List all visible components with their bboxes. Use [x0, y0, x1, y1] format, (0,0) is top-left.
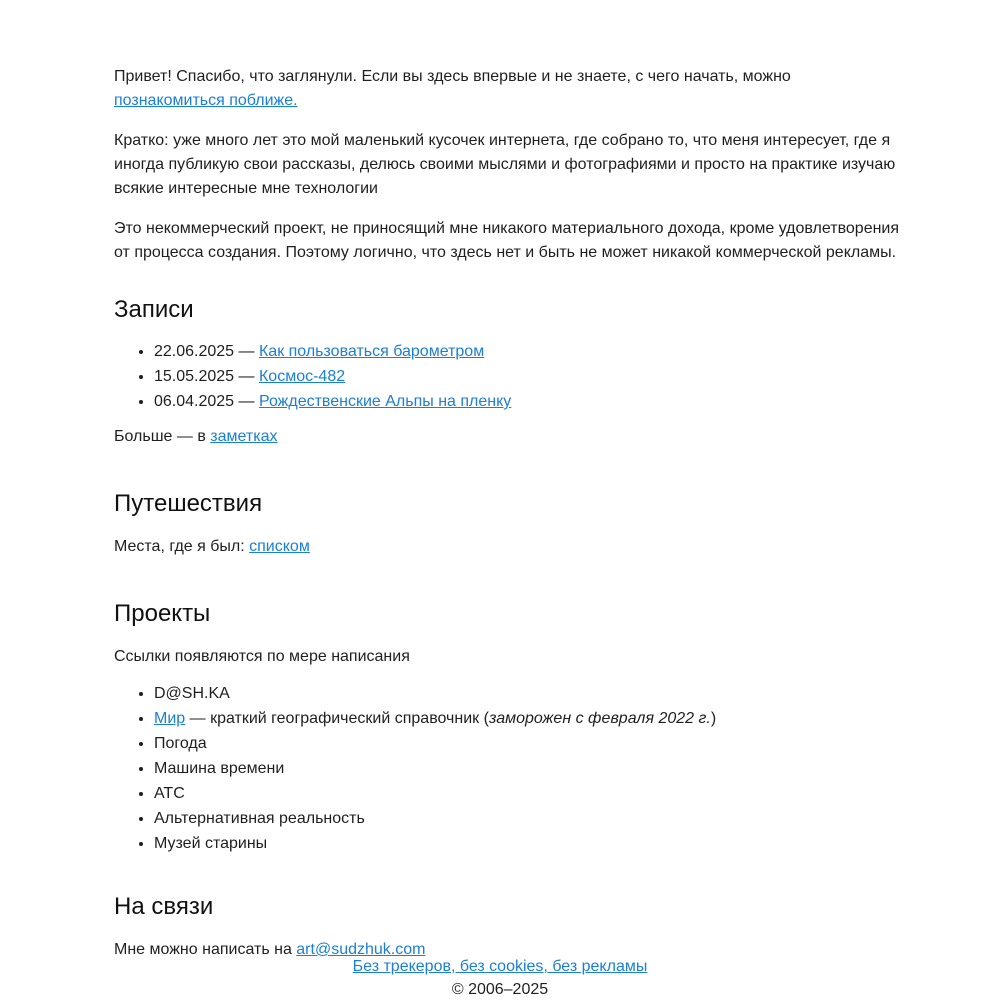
list-item: • Музей старины [154, 831, 904, 856]
footer [0, 955, 1000, 1001]
email-link[interactable]: art@sudzhuk.com [296, 941, 426, 958]
contact-text: Мне можно написать на [114, 941, 297, 958]
list-item: • АТС [154, 781, 904, 806]
privacy-link[interactable]: Без трекеров, без cookies, без рекламы [352, 958, 648, 975]
intro-paragraph-1 [114, 65, 904, 113]
list-item [154, 389, 904, 414]
list-item [154, 364, 904, 389]
intro-text: Привет! Спасибо, что заглянули. Если вы здесь впервые и не знаете, с чего начать, можно [114, 68, 791, 85]
projects-list [114, 681, 904, 856]
intro-paragraph-3: Это некоммерческий проект, не приносящий мне никакого материального дохода, кроме удовлетворения от процесса создания. Поэтому логично, что здесь нет и быть не может никакой коммерческой рекламы. [114, 220, 900, 261]
projects-heading: Проекты [114, 600, 211, 627]
list-item: • Альтернативная реальность [154, 806, 904, 831]
list-item [154, 339, 904, 364]
note-date: 06.04.2025 [154, 393, 235, 410]
more-notes [114, 425, 904, 449]
mir-description: — краткий географический справочник ( [185, 710, 489, 727]
separator: — [234, 393, 259, 410]
note-link[interactable]: Рождественские Альпы на пленку [258, 393, 512, 410]
list-item: • Погода [154, 731, 904, 756]
notes-archive-link[interactable]: заметках [210, 428, 278, 445]
about-link[interactable]: познакомиться поближе. [114, 92, 298, 109]
separator: — [234, 343, 259, 360]
contact-heading: На связи [114, 893, 214, 920]
places-list-link[interactable]: списком [249, 538, 310, 555]
notes-heading: Записи [114, 296, 194, 323]
note-link[interactable]: Как пользоваться барометром [258, 343, 485, 360]
note-link[interactable]: Космос-482 [258, 368, 346, 385]
list-item [154, 706, 904, 731]
intro-paragraph-2: Кратко: уже много лет это мой маленький кусочек интернета, где собрано то, что меня интересует, где я иногда публикую свои рассказы, делюсь своими мыслями и фотографиями и просто на практике изучаю всякие интересные мне технологии [114, 132, 896, 197]
travel-paragraph [114, 535, 904, 559]
more-text: Больше — в [114, 428, 211, 445]
note-date: 22.06.2025 [154, 343, 235, 360]
travel-text: Места, где я был: [114, 538, 250, 555]
mir-link[interactable]: Мир [154, 710, 186, 727]
main-content [114, 65, 904, 962]
travel-heading: Путешествия [114, 490, 263, 517]
copyright: © 2006–2025 [451, 981, 549, 998]
mir-status: заморожен с февраля 2022 г. [488, 710, 711, 727]
list-item: • D@SH.KA [154, 681, 904, 706]
notes-list [114, 339, 904, 414]
paren-close: ) [710, 710, 717, 727]
list-item: • Машина времени [154, 756, 904, 781]
note-date: 15.05.2025 [154, 368, 235, 385]
separator: — [234, 368, 259, 385]
projects-intro: Ссылки появляются по мере написания [114, 648, 410, 665]
